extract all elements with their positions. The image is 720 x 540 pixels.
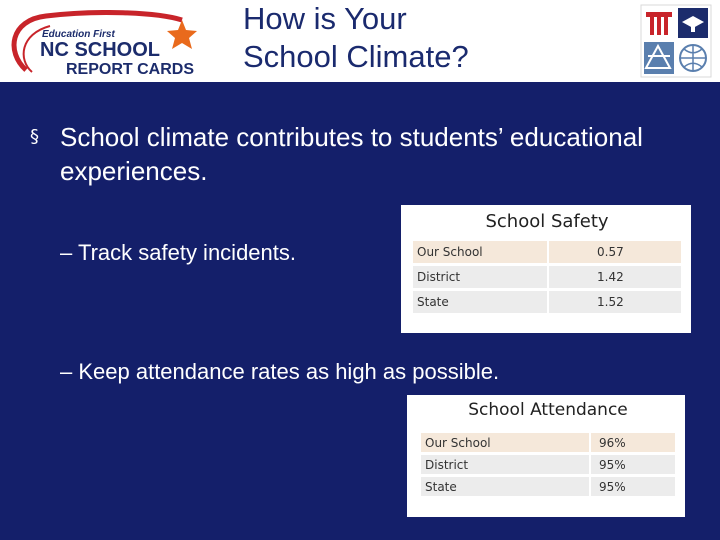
row-label: District [421,455,589,474]
school-safety-card [401,205,691,333]
school-attendance-title: School Attendance [468,400,628,420]
nc-school-report-cards-logo [6,10,218,78]
table-row [413,241,681,263]
row-label: State [413,291,547,313]
row-value: 95% [589,477,675,496]
subpoint-safety: – Track safety incidents. [60,240,296,265]
subpoint-attendance: – Keep attendance rates as high as possible. [60,359,500,384]
school-attendance-card [407,395,685,517]
table-row [413,291,681,313]
row-value: 95% [589,455,675,474]
row-value: 1.52 [547,291,681,313]
svg-text:NC SCHOOL: NC SCHOOL [40,39,160,61]
school-safety-table [413,238,681,316]
row-label: District [413,266,547,288]
school-attendance-table [421,430,675,499]
department-emblem-icon [640,4,712,78]
school-safety-title: School Safety [485,211,609,232]
row-label: Our School [413,241,547,263]
row-value: 0.57 [547,241,681,263]
slide-header [0,0,720,82]
bullet-square-icon: § [30,126,39,147]
main-bullet-text: School climate contributes to students’ educational experiences. [60,122,643,186]
table-row [421,477,675,496]
table-row [421,433,675,452]
row-label: State [421,477,589,496]
slide-title-line-1: How is Your [243,1,407,36]
table-row [421,455,675,474]
row-value: 1.42 [547,266,681,288]
slide-title-line-2: School Climate? [243,39,469,74]
row-label: Our School [421,433,589,452]
svg-text:REPORT CARDS: REPORT CARDS [66,61,195,78]
table-row [413,266,681,288]
svg-text:Education First: Education First [42,29,115,40]
slide-title [243,0,613,76]
row-value: 96% [589,433,675,452]
slide-body [0,82,720,540]
